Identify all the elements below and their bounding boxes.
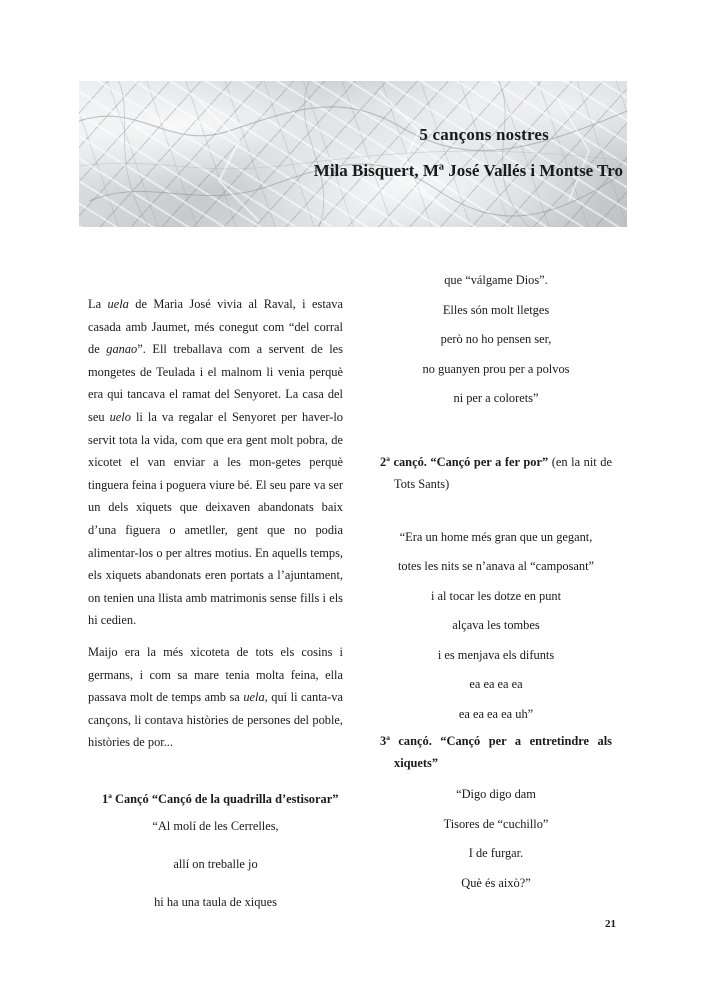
italic-word: ganao [106, 342, 138, 357]
song-2-subtitle: (en la nit de Tots Sants) [394, 454, 613, 491]
verse-line: Què és això?” [461, 875, 531, 890]
verse-line: i al tocar les dotze en punt [430, 588, 562, 603]
song-3-verses [380, 780, 612, 898]
italic-word: uela [243, 690, 265, 705]
left-column [88, 293, 343, 926]
verse-line: Elles són molt lletges [442, 302, 550, 317]
authors-line: Mila Bisquert, Mª José Vallés i Montse Tro [313, 161, 623, 180]
intro-paragraph: La uela de Maria José vivia al Raval, i estava casada amb Jaumet, més conegut com “del corral de ganao”. Ell treballava com a servent de les mongetes de Teulada i el malnom li venia perquè era qui tancava el ramat del Senyoret. La casa del seu uelo li la va regalar el Senyoret per haver-lo servit tota la vida, com que era gent molt pobra, de xicotet el van enviar a les mon-getes perquè tinguera feina i poguera viure bé. El seu pare va ser un dels xiquets que deixaven abandonats baix d’una figuera o ametller, gent que no podia alimentar-los o per altres motius. En aquells temps, els xiquets abandonats eren portats a l’ajuntament, on tenien una llista amb matrimonis sense fills i els hi cedien. [88, 297, 344, 628]
verse-line: ni per a colorets” [453, 391, 539, 405]
right-column [380, 266, 612, 898]
second-paragraph: Maijo era la més xicoteta de tots els cosins i germans, i com sa mare tenia molta feina, ella passava molt de temps amb sa uela, qui li canta-va cançons, li contava històries de persones del poble, històries de por... [88, 644, 343, 750]
verse-line: alçava les tombes [452, 618, 540, 632]
verse-line: que “válgame Dios”. [444, 273, 548, 287]
verse-line: ea ea ea ea uh” [458, 706, 534, 721]
verse-line: “Digo digo dam [456, 787, 536, 801]
song-1-heading: 1ª Cançó “Cançó de la quadrilla d’estisorar” [102, 791, 339, 806]
song-2-title: 2ª cançó. “Cançó per a fer por” [380, 454, 549, 469]
song-2-verses [380, 523, 612, 730]
italic-word: uela [107, 297, 129, 311]
verse-line: I de furgar. [468, 846, 524, 860]
verse-line: allí on treballe jo [173, 857, 258, 872]
verse-line: “Al molí de les Cerrelles, [152, 819, 279, 834]
verse-line: hi ha una taula de xiques [154, 895, 277, 910]
verse-line: totes les nits se n’anava al “camposant” [397, 559, 595, 573]
song-1-continued-verses [380, 266, 612, 414]
verse-line: i es menjava els difunts [437, 647, 555, 662]
marble-header-banner [79, 81, 627, 227]
song-1-verses [88, 812, 343, 917]
page-title: 5 cançons nostres [419, 125, 549, 144]
verse-line: Tisores de “cuchillo” [443, 816, 549, 831]
song-2-heading [380, 451, 612, 495]
verse-line: no guanyen prou per a polvos [422, 361, 570, 376]
verse-line: “Era un home més gran que un gegant, [399, 529, 593, 544]
marble-veins [79, 81, 627, 227]
verse-line: ea ea ea ea [469, 677, 523, 691]
page-number: 21 [605, 918, 616, 930]
italic-word: uelo [109, 409, 131, 424]
song-3-heading: 3ª cançó. “Cançó per a entretindre als xiquets” [380, 734, 612, 770]
verse-line: però no ho pensen ser, [440, 332, 552, 346]
